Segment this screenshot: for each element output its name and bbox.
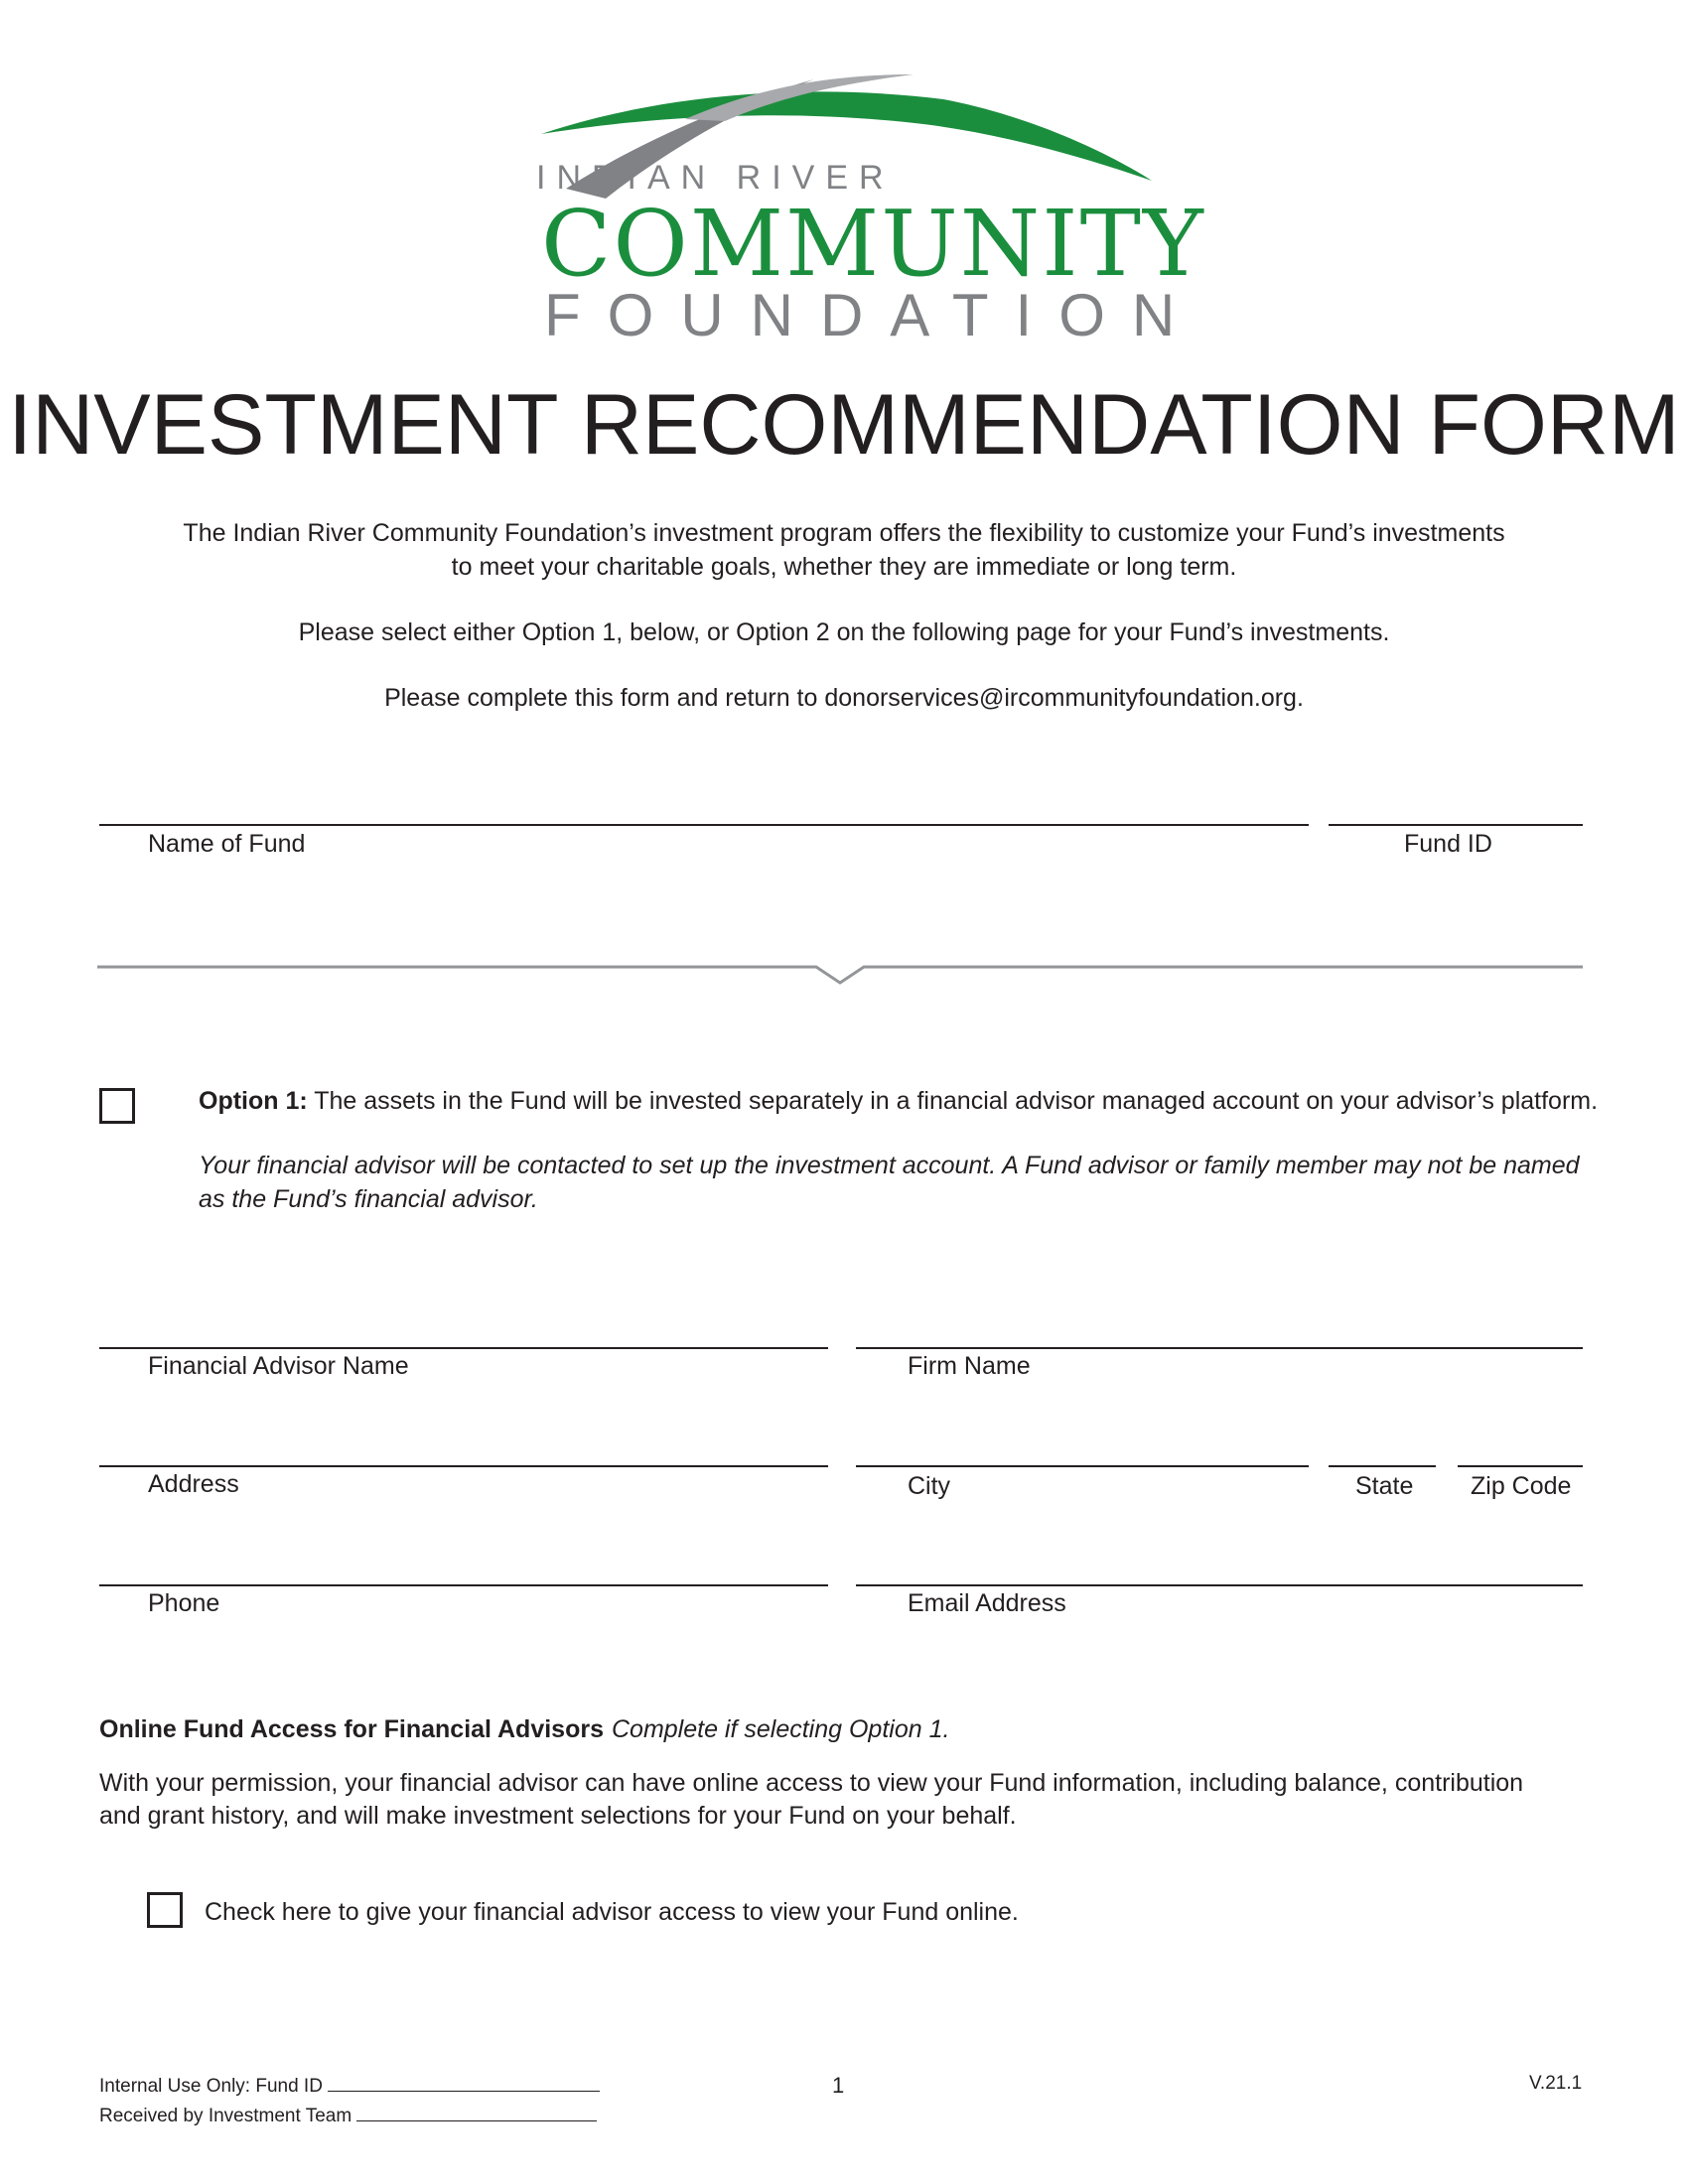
address-label: Address xyxy=(148,1470,239,1498)
address-field[interactable] xyxy=(99,1465,828,1467)
zip-code-field[interactable] xyxy=(1458,1465,1583,1467)
received-by-label: Received by Investment Team xyxy=(99,2106,352,2126)
online-access-body xyxy=(99,1767,1609,1833)
option-1-label: Option 1: xyxy=(199,1087,308,1115)
option-1-note xyxy=(199,1149,1609,1216)
received-by-field[interactable] xyxy=(356,2103,597,2121)
intro-paragraph xyxy=(99,516,1589,584)
section-divider xyxy=(97,961,1587,991)
option-1-description xyxy=(199,1084,1648,1118)
fund-id-field[interactable] xyxy=(1329,824,1583,826)
email-label: Email Address xyxy=(908,1589,1066,1617)
firm-name-label: Firm Name xyxy=(908,1352,1031,1380)
fund-name-field[interactable] xyxy=(99,824,1309,826)
state-label: State xyxy=(1355,1472,1414,1500)
form-version: V.21.1 xyxy=(1529,2073,1583,2094)
logo-community: COMMUNITY xyxy=(541,191,1205,297)
intro-select-instruction: Please select either Option 1, below, or Option 2 on the following page for your Fund’s investments. xyxy=(298,618,1390,646)
online-access-body-line-2: and grant history, and will make investment selections for your Fund on your behalf. xyxy=(99,1802,1017,1830)
option-1-note-line-1: Your financial advisor will be contacted to set up the investment account. A Fund advisor or family member may not be named xyxy=(199,1152,1580,1179)
received-by xyxy=(99,2103,597,2127)
advisor-name-field[interactable] xyxy=(99,1347,828,1349)
online-access-note: Complete if selecting Option 1. xyxy=(611,1715,950,1743)
intro-line-2: to meet your charitable goals, whether they are immediate or long term. xyxy=(451,553,1237,581)
fund-id-label: Fund ID xyxy=(1404,830,1492,858)
internal-fund-id xyxy=(99,2073,600,2098)
page-title: INVESTMENT RECOMMENDATION FORM xyxy=(8,377,1680,473)
option-1-checkbox[interactable] xyxy=(99,1088,135,1124)
option-1-text: The assets in the Fund will be invested separately in a financial advisor managed account on your advisor’s platform. xyxy=(307,1087,1599,1115)
state-field[interactable] xyxy=(1329,1465,1436,1467)
logo xyxy=(0,0,1688,357)
online-access-title: Online Fund Access for Financial Advisors xyxy=(99,1715,604,1743)
email-field[interactable] xyxy=(856,1584,1583,1586)
phone-field[interactable] xyxy=(99,1584,828,1586)
logo-indian-river: INDIAN RIVER xyxy=(536,159,895,197)
firm-name-field[interactable] xyxy=(856,1347,1583,1349)
intro-line-1: The Indian River Community Foundation’s investment program offers the flexibility to customize your Fund’s investments xyxy=(183,519,1505,547)
advisor-name-label: Financial Advisor Name xyxy=(148,1352,409,1380)
online-access-body-line-1: With your permission, your financial advisor can have online access to view your Fund information, including balance, contribution xyxy=(99,1769,1524,1797)
internal-fund-id-label: Internal Use Only: Fund ID xyxy=(99,2076,323,2097)
zip-code-label: Zip Code xyxy=(1471,1472,1572,1500)
page-number: 1 xyxy=(832,2073,845,2098)
online-access-checkbox[interactable] xyxy=(147,1892,183,1928)
city-label: City xyxy=(908,1472,951,1500)
intro-complete-instruction: Please complete this form and return to donorservices@ircommunityfoundation.org. xyxy=(384,684,1304,712)
online-access-checkbox-label: Check here to give your financial advisor access to view your Fund online. xyxy=(205,1898,1019,1926)
phone-label: Phone xyxy=(148,1589,220,1617)
internal-fund-id-field[interactable] xyxy=(328,2073,600,2092)
fund-name-label: Name of Fund xyxy=(148,830,306,858)
option-1-note-line-2: as the Fund’s financial advisor. xyxy=(199,1185,538,1213)
online-access-heading xyxy=(99,1715,949,1744)
city-field[interactable] xyxy=(856,1465,1309,1467)
logo-foundation: FOUNDATION xyxy=(544,282,1202,348)
